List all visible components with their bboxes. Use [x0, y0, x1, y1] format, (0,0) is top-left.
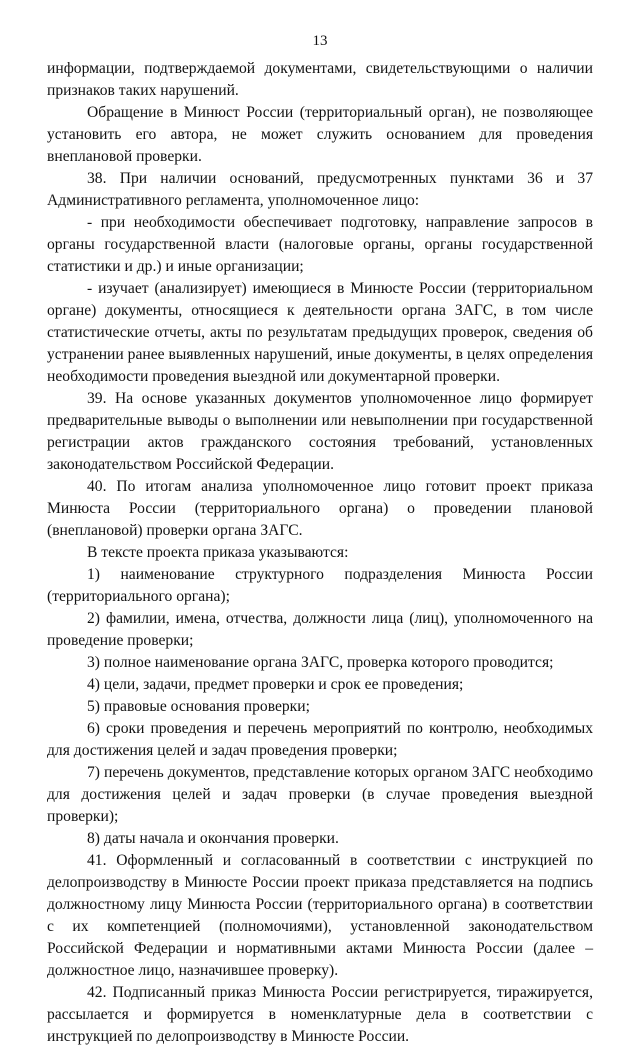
page-number: 13	[312, 33, 328, 49]
paragraph-41: 41. Оформленный и согласованный в соответствии с инструкцией по делопроизводству в Минюсте России проект приказа представляется на подпись должностному лицу Минюста России (территориального органа) в соответствии с их компетенцией (полномочиями), установленной законодательством Российской Федерации и нормативными актами Минюста России (далее – должностное лицо, назначившее проверку).	[47, 852, 593, 979]
list-item-4: 4) цели, задачи, предмет проверки и срок ее проведения;	[87, 676, 464, 693]
list-item-1: 1) наименование структурного подразделения Минюста России (территориального органа);	[47, 566, 593, 605]
list-item-6: 6) сроки проведения и перечень мероприятий по контролю, необходимых для достижения целей и задач проведения проверки;	[47, 720, 593, 759]
list-item-8: 8) даты начала и окончания проверки.	[87, 830, 339, 847]
list-item-5: 5) правовые основания проверки;	[87, 698, 310, 715]
document-page	[47, 30, 593, 1048]
list-item-3: 3) полное наименование органа ЗАГС, проверка которого проводится;	[87, 654, 554, 671]
paragraph-order-contents-intro: В тексте проекта приказа указываются:	[87, 544, 349, 561]
paragraph-continuation: информации, подтверждаемой документами, свидетельствующими о наличии признаков таких нарушений.	[47, 60, 593, 99]
paragraph-39: 39. На основе указанных документов уполномоченное лицо формирует предварительные выводы о выполнении или невыполнении при государственной регистрации актов гражданского состояния требований, установленных законодательством Российской Федерации.	[47, 390, 593, 473]
paragraph-anonymous-appeal: Обращение в Минюст России (территориальный орган), не позволяющее установить его автора, не может служить основанием для проведения внеплановой проверки.	[47, 104, 593, 165]
paragraph-38-item-requests: - при необходимости обеспечивает подготовку, направление запросов в органы государственной власти (налоговые органы, органы государственной статистики и др.) и иные организации;	[47, 214, 593, 275]
list-item-2: 2) фамилии, имена, отчества, должности лица (лиц), уполномоченного на проведение проверки;	[47, 610, 593, 649]
paragraph-42: 42. Подписанный приказ Минюста России регистрируется, тиражируется, рассылается и формируется в номенклатурные дела в соответствии с инструкцией по делопроизводству в Минюсте России.	[47, 984, 593, 1045]
paragraph-38-item-analysis: - изучает (анализирует) имеющиеся в Минюсте России (территориальном органе) документы, относящиеся к деятельности органа ЗАГС, в том числе статистические отчеты, акты по результатам предыдущих проверок, сведения об устранении ранее выявленных нарушений, иные документы, в целях определения необходимости проведения выездной или документарной проверки.	[47, 280, 593, 385]
paragraph-38: 38. При наличии оснований, предусмотренных пунктами 36 и 37 Административного регламента, уполномоченное лицо:	[47, 170, 593, 209]
list-item-7: 7) перечень документов, представление которых органом ЗАГС необходимо для достижения целей и задач проверки (в случае проведения выездной проверки);	[47, 764, 593, 825]
paragraph-40: 40. По итогам анализа уполномоченное лицо готовит проект приказа Минюста России (территориального органа) о проведении плановой (внеплановой) проверки органа ЗАГС.	[47, 478, 593, 539]
